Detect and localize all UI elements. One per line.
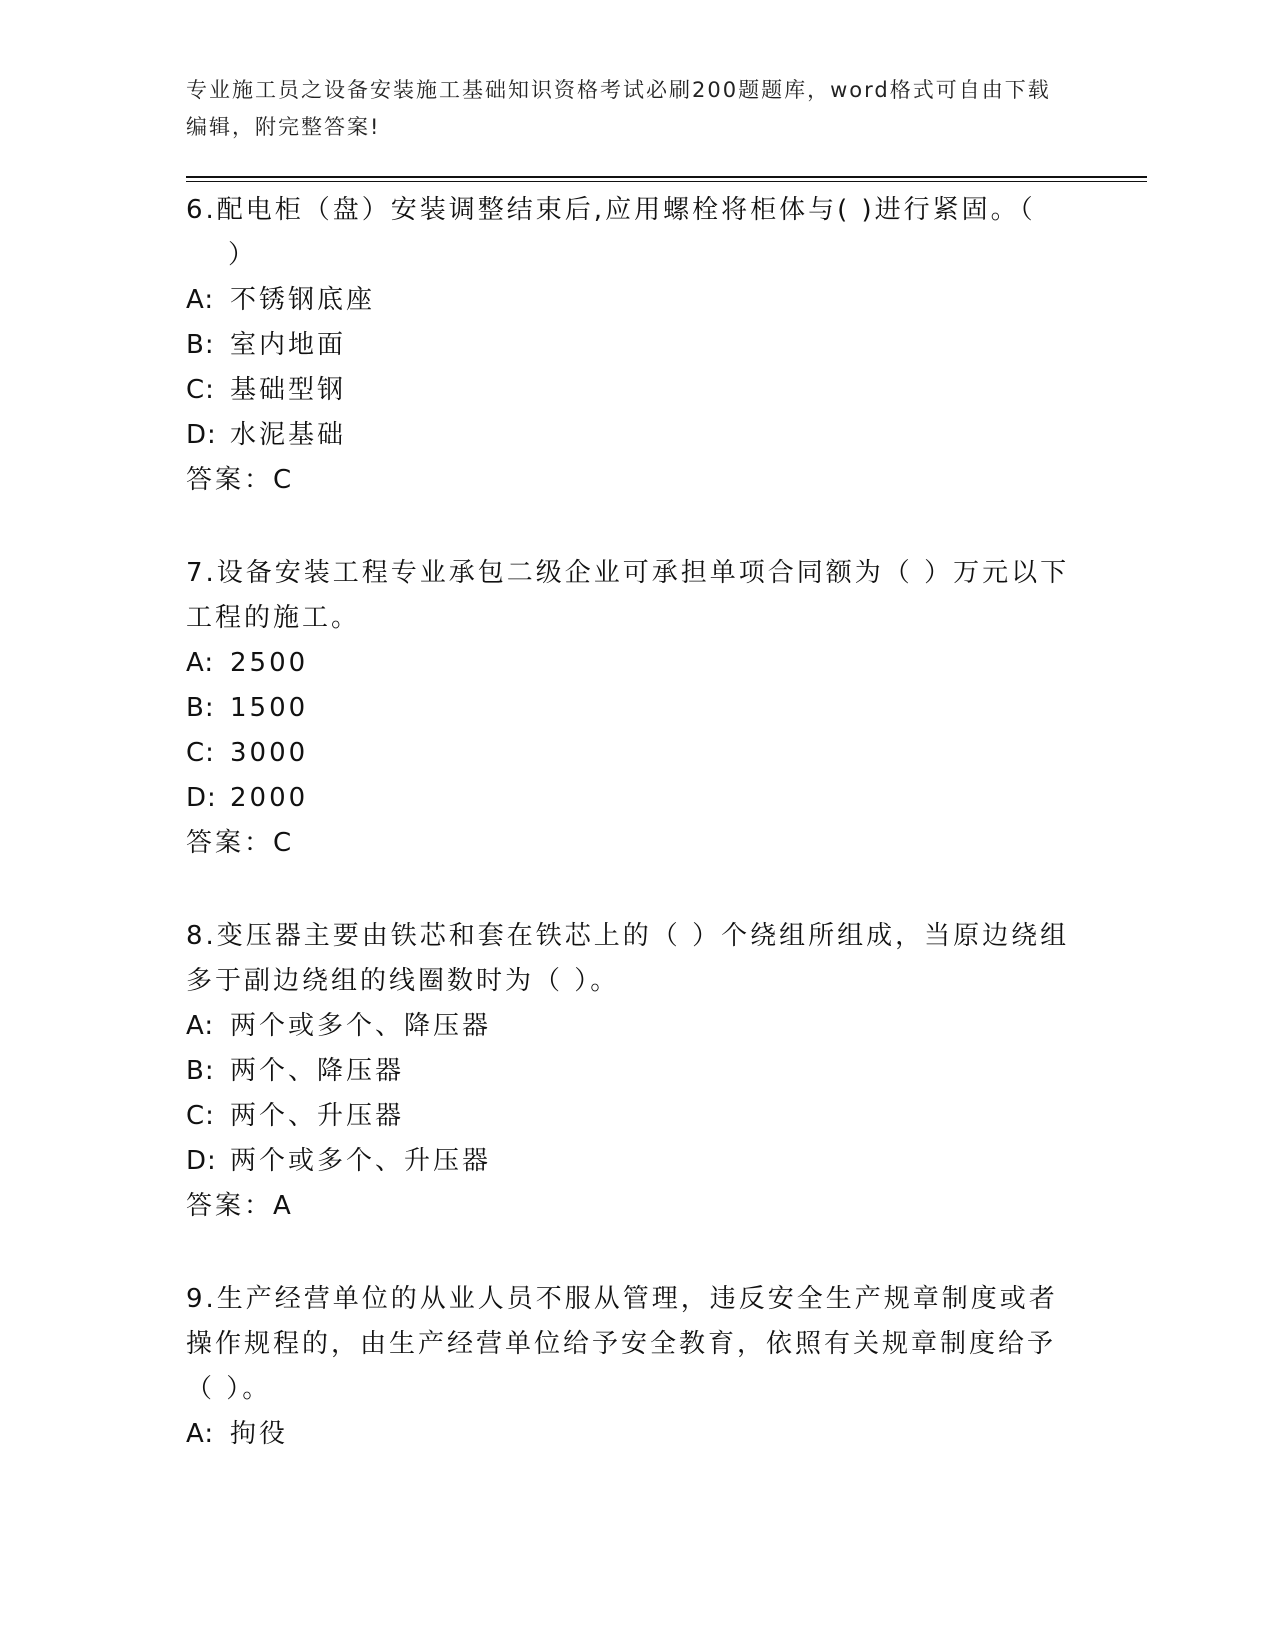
answer-line: 答案：C bbox=[186, 465, 295, 495]
option-c bbox=[186, 1094, 1076, 1139]
option-text: 两个、升压器 bbox=[230, 1101, 405, 1131]
option-text: 2000 bbox=[230, 783, 309, 813]
option-key: D: bbox=[186, 420, 217, 450]
option-text: 拘役 bbox=[230, 1419, 289, 1449]
option-key: D: bbox=[186, 783, 217, 813]
option-c bbox=[186, 731, 1076, 776]
question-6 bbox=[186, 188, 1076, 503]
option-a bbox=[186, 278, 1076, 323]
question-stem: 6.配电柜（盘）安装调整结束后,应用螺栓将柜体与( )进行紧固。（ bbox=[186, 195, 1036, 225]
question-7 bbox=[186, 551, 1076, 866]
answer-line: 答案：A bbox=[186, 1191, 294, 1221]
question-text bbox=[186, 551, 1076, 641]
option-key: B: bbox=[186, 1056, 215, 1086]
option-key: B: bbox=[186, 693, 215, 723]
question-9 bbox=[186, 1277, 1076, 1457]
question-stem: 7.设备安装工程专业承包二级企业可承担单项合同额为（ ）万元以下工程的施工。 bbox=[186, 558, 1070, 633]
option-text: 两个或多个、降压器 bbox=[230, 1011, 492, 1041]
header-divider-thick bbox=[186, 176, 1147, 178]
option-b bbox=[186, 323, 1076, 368]
option-text: 不锈钢底座 bbox=[230, 285, 376, 315]
option-key: B: bbox=[186, 330, 215, 360]
option-text: 水泥基础 bbox=[230, 420, 347, 450]
option-text: 两个、降压器 bbox=[230, 1056, 405, 1086]
option-key: A: bbox=[186, 1419, 215, 1449]
question-text bbox=[186, 1277, 1076, 1412]
option-text: 2500 bbox=[230, 648, 309, 678]
question-list bbox=[186, 188, 1076, 1505]
question-stem: 8.变压器主要由铁芯和套在铁芯上的（ ）个绕组所组成，当原边绕组多于副边绕组的线圈数时为（ ）。 bbox=[186, 921, 1070, 996]
question-stem-tail: ） bbox=[228, 240, 258, 270]
option-d bbox=[186, 413, 1076, 458]
option-c bbox=[186, 368, 1076, 413]
option-key: C: bbox=[186, 1101, 215, 1131]
option-key: A: bbox=[186, 285, 215, 315]
option-a bbox=[186, 641, 1076, 686]
question-text bbox=[186, 188, 1076, 278]
question-text bbox=[186, 914, 1076, 1004]
question-8 bbox=[186, 914, 1076, 1229]
question-stem: 9.生产经营单位的从业人员不服从管理，违反安全生产规章制度或者操作规程的，由生产经营单位给予安全教育，依照有关规章制度给予（ ）。 bbox=[186, 1284, 1058, 1404]
option-key: A: bbox=[186, 648, 215, 678]
option-text: 3000 bbox=[230, 738, 309, 768]
header-divider-thin bbox=[186, 181, 1147, 182]
option-d bbox=[186, 776, 1076, 821]
option-b bbox=[186, 686, 1076, 731]
option-key: C: bbox=[186, 738, 215, 768]
option-d bbox=[186, 1139, 1076, 1184]
option-text: 基础型钢 bbox=[230, 375, 347, 405]
answer-line: 答案：C bbox=[186, 828, 295, 858]
option-a bbox=[186, 1004, 1076, 1049]
option-key: C: bbox=[186, 375, 215, 405]
option-text: 1500 bbox=[230, 693, 309, 723]
option-a bbox=[186, 1412, 1076, 1457]
option-text: 室内地面 bbox=[230, 330, 347, 360]
option-key: A: bbox=[186, 1011, 215, 1041]
option-text: 两个或多个、升压器 bbox=[230, 1146, 492, 1176]
option-b bbox=[186, 1049, 1076, 1094]
document-header: 专业施工员之设备安装施工基础知识资格考试必刷200题题库，word格式可自由下载编辑，附完整答案! bbox=[186, 78, 1051, 139]
option-key: D: bbox=[186, 1146, 217, 1176]
